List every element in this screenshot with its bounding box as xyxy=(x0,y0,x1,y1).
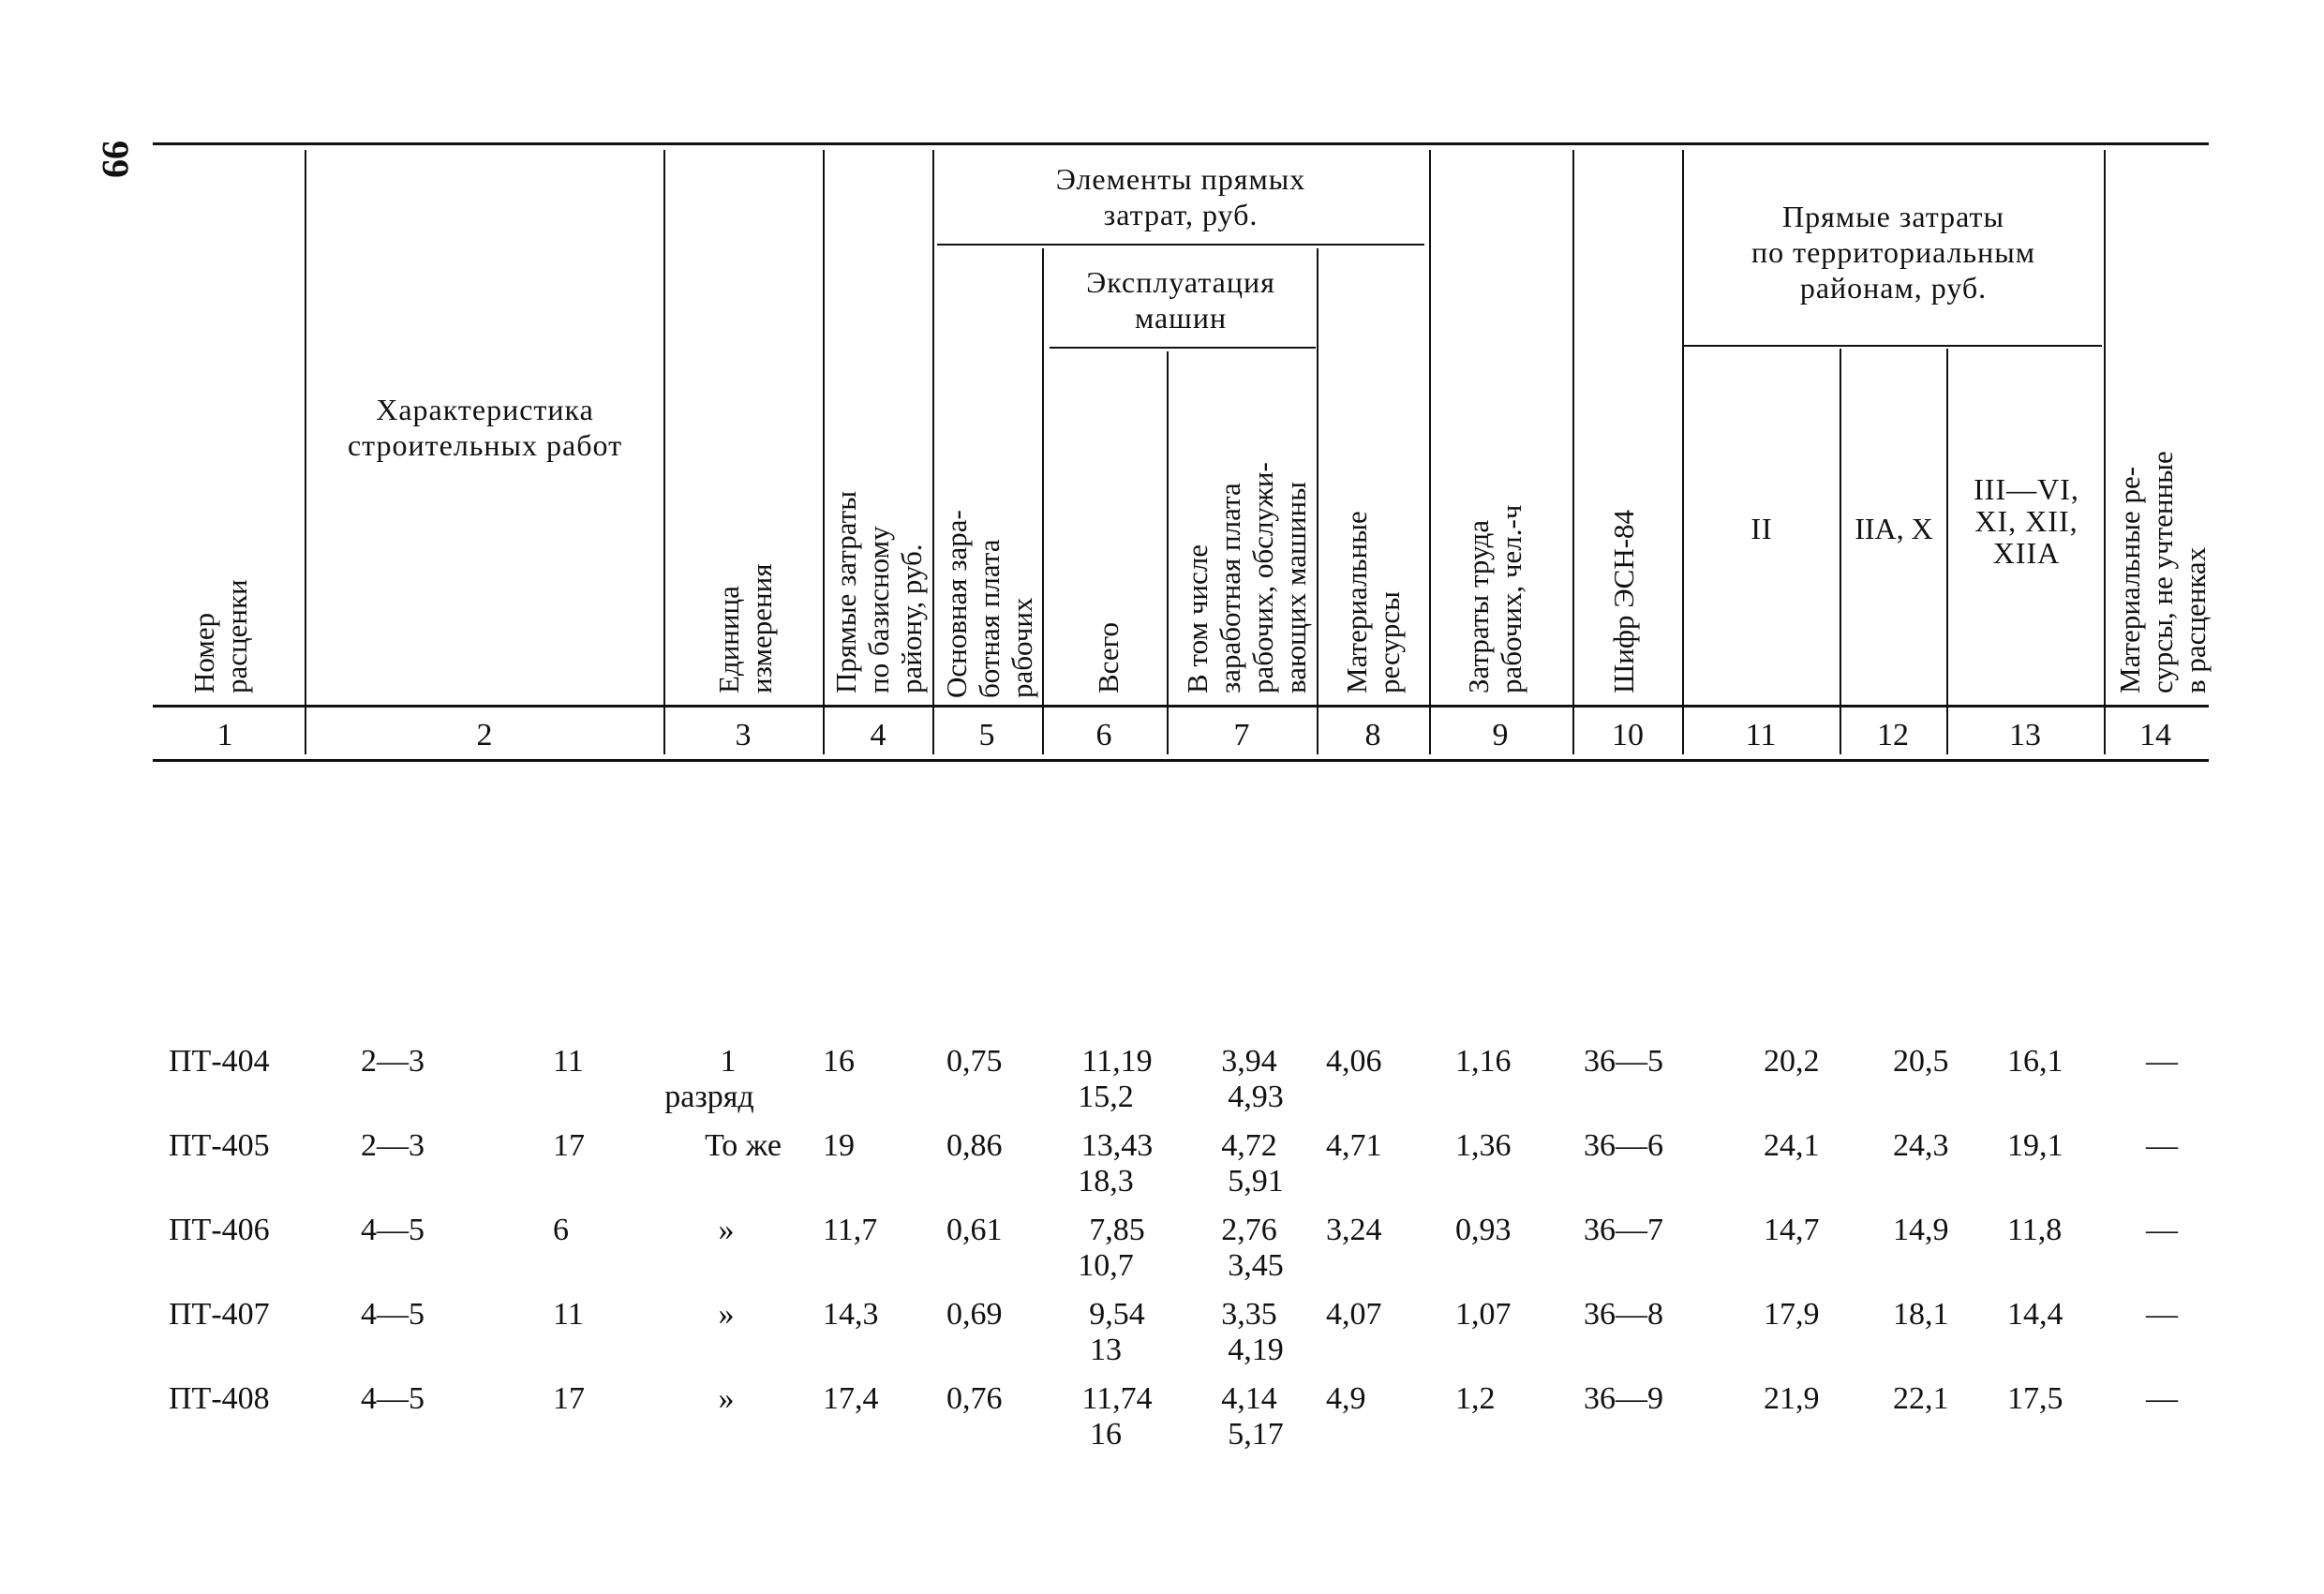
cell-unit: » xyxy=(718,1213,735,1247)
column-numbers-bottom-rule xyxy=(153,759,2209,762)
cell-b: 6 xyxy=(553,1213,569,1247)
cell-unit: » xyxy=(718,1381,735,1416)
column-number-8: 8 xyxy=(1364,718,1381,752)
cell-a: 2—3 xyxy=(361,1044,425,1079)
column-number-2: 2 xyxy=(476,718,493,752)
group-direct-rule xyxy=(937,244,1424,246)
cell-b: 17 xyxy=(553,1381,585,1416)
cell-c8: 4,9 xyxy=(1326,1381,1366,1416)
cell-c13: 19,1 xyxy=(2007,1128,2063,1163)
cell-unit: 1 xyxy=(720,1044,737,1079)
header-col1: Номер расценки xyxy=(187,579,253,693)
cell-c5: 0,69 xyxy=(946,1297,1003,1332)
cell-c6-bottom: 16 xyxy=(1090,1417,1122,1452)
header-group-machines: Эксплуатация машин xyxy=(1086,265,1275,335)
column-number-5: 5 xyxy=(978,718,995,752)
vrule-6 xyxy=(1167,351,1169,754)
column-number-13: 13 xyxy=(2009,718,2041,752)
cell-c4: 17,4 xyxy=(823,1381,879,1416)
cell-c7-top: 2,76 xyxy=(1221,1213,1277,1247)
column-number-14: 14 xyxy=(2139,718,2171,752)
header-col3: Единица измерения xyxy=(712,563,778,693)
cell-c13: 14,4 xyxy=(2007,1297,2063,1332)
cell-c7-bottom: 3,45 xyxy=(1228,1248,1284,1283)
vrule-12 xyxy=(1946,349,1948,754)
cell-unit: То же xyxy=(705,1128,782,1163)
column-number-4: 4 xyxy=(870,718,886,752)
header-col7: В том числе заработная плата рабочих, обслужи- вающих машины xyxy=(1181,462,1312,693)
cell-b: 11 xyxy=(553,1297,584,1332)
vrule-11 xyxy=(1840,349,1841,754)
cell-c14: — xyxy=(2146,1213,2178,1247)
vrule-9 xyxy=(1572,150,1574,754)
vrule-2 xyxy=(663,150,665,754)
cell-c13: 16,1 xyxy=(2007,1044,2063,1079)
cell-c11: 24,1 xyxy=(1764,1128,1820,1163)
cell-unit-2: разряд xyxy=(664,1080,754,1114)
cell-c14: — xyxy=(2146,1381,2178,1416)
cell-c7-bottom: 4,19 xyxy=(1228,1333,1284,1367)
cell-c6-bottom: 10,7 xyxy=(1078,1248,1134,1283)
cell-a: 2—3 xyxy=(361,1128,425,1163)
column-number-11: 11 xyxy=(1745,718,1777,752)
cell-code: ПТ-408 xyxy=(169,1381,270,1416)
cell-code: ПТ-405 xyxy=(169,1128,270,1163)
cell-c10: 36—6 xyxy=(1584,1128,1663,1163)
cell-c5: 0,61 xyxy=(946,1213,1003,1247)
cell-c7-top: 4,14 xyxy=(1221,1381,1277,1416)
cell-b: 11 xyxy=(553,1044,584,1079)
cell-c4: 19 xyxy=(823,1128,855,1163)
cell-c10: 36—9 xyxy=(1584,1381,1663,1416)
cell-c5: 0,86 xyxy=(946,1128,1003,1163)
cell-c4: 16 xyxy=(823,1044,855,1079)
cell-a: 4—5 xyxy=(361,1381,425,1416)
header-col5: Основная зара- ботная плата рабочих xyxy=(940,510,1038,698)
cell-c9: 1,36 xyxy=(1455,1128,1512,1163)
cell-a: 4—5 xyxy=(361,1297,425,1332)
column-number-6: 6 xyxy=(1095,718,1112,752)
vrule-1 xyxy=(305,150,306,754)
cell-c12: 18,1 xyxy=(1893,1297,1949,1332)
column-number-9: 9 xyxy=(1492,718,1509,752)
header-col11: II xyxy=(1750,512,1773,545)
group-regions-rule xyxy=(1682,345,2102,347)
cell-c13: 17,5 xyxy=(2007,1381,2063,1416)
cell-c9: 0,93 xyxy=(1455,1213,1512,1247)
vrule-13 xyxy=(2104,150,2106,754)
vrule-7 xyxy=(1317,248,1318,754)
cell-c8: 4,07 xyxy=(1326,1297,1382,1332)
cell-c6-bottom: 15,2 xyxy=(1078,1080,1134,1114)
cell-c11: 20,2 xyxy=(1764,1044,1820,1079)
cell-c12: 20,5 xyxy=(1893,1044,1949,1079)
cell-c5: 0,75 xyxy=(946,1044,1003,1079)
cell-c6-top: 9,54 xyxy=(1089,1297,1145,1332)
cell-c7-bottom: 4,93 xyxy=(1228,1080,1284,1114)
cell-c12: 22,1 xyxy=(1893,1381,1949,1416)
column-number-12: 12 xyxy=(1877,718,1909,752)
cell-a: 4—5 xyxy=(361,1213,425,1247)
header-group-regions: Прямые затраты по территориальным районам, руб. xyxy=(1750,200,2036,305)
cell-c10: 36—8 xyxy=(1584,1297,1663,1332)
group-machines-rule xyxy=(1050,347,1316,349)
cell-c12: 24,3 xyxy=(1893,1128,1949,1163)
cell-c8: 4,06 xyxy=(1326,1044,1382,1079)
cell-c8: 4,71 xyxy=(1326,1128,1382,1163)
cell-c9: 1,07 xyxy=(1455,1297,1512,1332)
cell-c6-bottom: 18,3 xyxy=(1078,1164,1134,1199)
cell-c7-top: 4,72 xyxy=(1221,1128,1277,1163)
cell-c9: 1,16 xyxy=(1455,1044,1512,1079)
cell-code: ПТ-407 xyxy=(169,1297,270,1332)
vrule-4 xyxy=(932,150,934,754)
cell-c11: 21,9 xyxy=(1764,1381,1820,1416)
cell-c6-top: 11,74 xyxy=(1081,1381,1153,1416)
cell-c6-bottom: 13 xyxy=(1090,1333,1122,1367)
cell-c6-top: 13,43 xyxy=(1080,1128,1154,1163)
header-bottom-rule xyxy=(153,705,2209,708)
column-number-7: 7 xyxy=(1233,718,1250,752)
cell-c13: 11,8 xyxy=(2007,1213,2063,1247)
cell-code: ПТ-406 xyxy=(169,1213,270,1247)
column-number-3: 3 xyxy=(735,718,752,752)
cell-c10: 36—7 xyxy=(1584,1213,1663,1247)
cell-c11: 17,9 xyxy=(1764,1297,1820,1332)
table-top-rule xyxy=(153,142,2209,145)
cell-c10: 36—5 xyxy=(1584,1044,1663,1079)
header-col4: Прямые затраты по базисному району, руб. xyxy=(829,490,928,693)
header-col14: Материальные ре- сурсы, не учтенные в расценках xyxy=(2113,451,2212,693)
page-number: 99 xyxy=(95,141,137,178)
header-col9: Затраты труда рабочих, чел.-ч xyxy=(1462,504,1527,693)
header-col6: Всего xyxy=(1092,621,1125,693)
cell-c4: 14,3 xyxy=(823,1297,879,1332)
column-number-1: 1 xyxy=(216,718,233,752)
vrule-5 xyxy=(1042,248,1044,754)
cell-c7-bottom: 5,91 xyxy=(1228,1164,1284,1199)
cell-c12: 14,9 xyxy=(1893,1213,1949,1247)
cell-c8: 3,24 xyxy=(1326,1213,1382,1247)
cell-c4: 11,7 xyxy=(823,1213,878,1247)
column-number-10: 10 xyxy=(1612,718,1644,752)
cell-c11: 14,7 xyxy=(1764,1213,1820,1247)
cell-c9: 1,2 xyxy=(1455,1381,1496,1416)
cell-c6-top: 7,85 xyxy=(1089,1213,1145,1247)
cell-b: 17 xyxy=(553,1128,585,1163)
header-col8: Материальные ресурсы xyxy=(1340,511,1406,693)
cell-c14: — xyxy=(2146,1128,2178,1163)
vrule-3 xyxy=(823,150,825,754)
cell-c14: — xyxy=(2146,1044,2178,1079)
cell-c7-top: 3,35 xyxy=(1221,1297,1277,1332)
cell-unit: » xyxy=(718,1297,735,1332)
vrule-8 xyxy=(1429,150,1431,754)
cell-c6-top: 11,19 xyxy=(1081,1044,1153,1079)
header-col12: IIA, X xyxy=(1855,512,1933,545)
cell-code: ПТ-404 xyxy=(169,1044,270,1079)
header-col10: Шифр ЭСН-84 xyxy=(1607,509,1640,693)
cell-c7-top: 3,94 xyxy=(1221,1044,1277,1079)
cell-c14: — xyxy=(2146,1297,2178,1332)
header-group-direct: Элементы прямых затрат, руб. xyxy=(1055,162,1306,231)
cell-c7-bottom: 5,17 xyxy=(1228,1417,1284,1452)
vrule-10 xyxy=(1682,150,1684,754)
cell-c5: 0,76 xyxy=(946,1381,1003,1416)
header-col13: III—VI, XI, XII, XIIA xyxy=(1974,472,2079,570)
header-col2: Характеристика строительных работ xyxy=(347,393,623,462)
